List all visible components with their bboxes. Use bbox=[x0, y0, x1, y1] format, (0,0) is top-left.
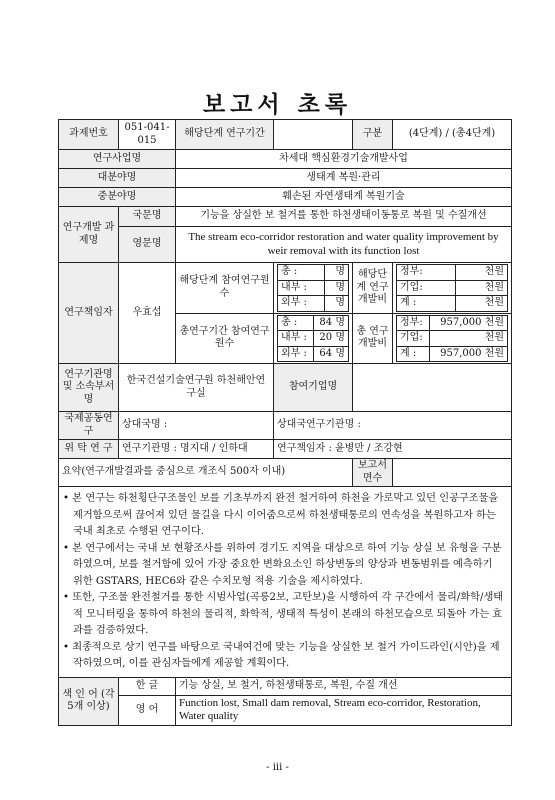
row-intl bbox=[59, 412, 512, 440]
row-institution bbox=[59, 364, 512, 412]
total-cost-gov-value: 957,000 천원 bbox=[429, 315, 507, 331]
cost-gov-key: 정부: bbox=[397, 265, 456, 281]
stage-cost-label: 해당단계 연구개발비 bbox=[353, 263, 393, 314]
row-mid-field bbox=[59, 188, 512, 207]
period-label: 해당단계 연구기간 bbox=[176, 120, 274, 150]
cost-gov-value: 천원 bbox=[455, 265, 507, 281]
total-staff-total-value: 84 명 bbox=[313, 315, 348, 331]
row-program bbox=[59, 150, 512, 169]
total-staff-external-value: 64 명 bbox=[313, 346, 348, 362]
institution-label: 연구기관명 및 소속부서명 bbox=[59, 364, 119, 412]
total-cost-sum-key: 계 : bbox=[397, 346, 430, 362]
big-field-value: 생태계 복원·관리 bbox=[176, 169, 512, 188]
row-keywords-kr bbox=[59, 677, 512, 695]
staff-total-key: 총 : bbox=[278, 265, 325, 281]
mid-field-label: 중분야명 bbox=[59, 188, 176, 207]
stage-staff-label: 해당단계 참여연구원수 bbox=[176, 263, 274, 314]
page-number: - iii - bbox=[266, 762, 289, 773]
project-no-label: 과제번호 bbox=[59, 120, 119, 150]
cost-ent-key: 기업: bbox=[397, 280, 456, 296]
mid-field-value: 훼손된 자연생태계 복원기술 bbox=[176, 188, 512, 207]
stage-label: 구분 bbox=[353, 120, 393, 150]
cost-sum-value: 천원 bbox=[455, 296, 507, 312]
total-staff-internal-value: 20 명 bbox=[313, 331, 348, 347]
intl-label: 국제공동연구 bbox=[59, 412, 119, 440]
stage-cost-values bbox=[393, 263, 512, 314]
total-staff-internal-key: 내부 : bbox=[278, 331, 314, 347]
keywords-en-label: 영 어 bbox=[119, 695, 176, 726]
keywords-en-value: Function lost, Small dam removal, Stream eco-corridor, Restoration, Water quality bbox=[176, 695, 512, 726]
total-cost-ent-value: 천원 bbox=[429, 331, 507, 347]
project-no-value: 051-041-015 bbox=[119, 120, 176, 150]
program-value: 차세대 핵심환경기술개발사업 bbox=[176, 150, 512, 169]
summary-body bbox=[59, 487, 512, 678]
row-title-en bbox=[59, 227, 512, 263]
row-project-info bbox=[59, 120, 512, 150]
commission-lead: 연구책임자 : 윤병만 / 조강현 bbox=[274, 440, 512, 459]
pages-label: 보고서 면수 bbox=[353, 459, 393, 487]
title-kr-value: 기능을 상실한 보 철거를 통한 하천생태이동통로 복원 및 수질개선 bbox=[176, 207, 512, 227]
total-staff-total-key: 총 : bbox=[278, 315, 314, 331]
researcher-name: 우효섭 bbox=[119, 263, 176, 364]
title-en-value: The stream eco-corridor restoration and water quality improvement by weir removal with its function lost bbox=[176, 227, 512, 263]
total-cost-values bbox=[393, 313, 512, 364]
pages-value bbox=[393, 459, 512, 487]
abstract-form bbox=[58, 119, 512, 726]
row-big-field bbox=[59, 169, 512, 188]
researcher-label: 연구책임자 bbox=[59, 263, 119, 364]
cost-sum-key: 계 : bbox=[397, 296, 456, 312]
staff-internal-key: 내부 : bbox=[278, 280, 325, 296]
staff-external-value: 명 bbox=[325, 296, 349, 312]
staff-external-key: 외부 : bbox=[278, 296, 325, 312]
row-title-kr bbox=[59, 207, 512, 227]
total-staff-values bbox=[274, 313, 353, 364]
partner-label: 참여기업명 bbox=[274, 364, 353, 412]
summary-bullet: • 또한, 구조물 완전철거를 통한 시범사업(곡릉2보, 고탄보)을 시행하여 각 구간에서 물리/화학/생태적 모니터링을 통하여 하천의 물리적, 화학적, 생태적 특성이 본래의 하천모습으로 되돌아 가는 효과를 검증하였다. bbox=[63, 592, 504, 637]
project-title-label: 연구개발 과제명 bbox=[59, 207, 119, 263]
keywords-kr-value: 기능 상실, 보 철거, 하천생태통로, 복원, 수질 개선 bbox=[176, 677, 512, 695]
commission-inst: 연구기관명 : 명지대 / 인하대 bbox=[119, 440, 274, 459]
summary-label: 요약(연구개발결과를 중심으로 개조식 500자 이내) bbox=[59, 459, 353, 487]
partner-value bbox=[353, 364, 512, 412]
keywords-kr-label: 한 글 bbox=[119, 677, 176, 695]
program-label: 연구사업명 bbox=[59, 150, 176, 169]
total-cost-gov-key: 정부: bbox=[397, 315, 430, 331]
summary-bullet: • 최종적으로 상기 연구를 바탕으로 국내여건에 맞는 기능을 상실한 보 철거 가이드라인(시안)을 제작하였으며, 이를 관심자들에게 제공할 계획이다. bbox=[63, 641, 500, 670]
page-title: 보고서 초록 bbox=[202, 91, 353, 118]
stage-staff-values bbox=[274, 263, 353, 314]
row-stage-staff bbox=[59, 263, 512, 314]
total-cost-label: 총 연구개발비 bbox=[353, 313, 393, 364]
title-kr-label: 국문명 bbox=[119, 207, 176, 227]
big-field-label: 대분야명 bbox=[59, 169, 176, 188]
total-staff-label: 총연구기간 참여연구원수 bbox=[176, 313, 274, 364]
cost-ent-value: 천원 bbox=[455, 280, 507, 296]
staff-internal-value: 명 bbox=[325, 280, 349, 296]
institution-value: 한국건설기술연구원 하천해안연구실 bbox=[119, 364, 274, 412]
total-cost-sum-value: 957,000 천원 bbox=[429, 346, 507, 362]
intl-institution: 상대국연구기관명 : bbox=[274, 412, 512, 440]
summary-bullet: • 본 연구는 하천횡단구조물인 보를 기초부까지 완전 철거하여 하천을 가로막고 있던 인공구조물을 제거함으로써 끊어져 있던 물길을 다시 이어줌으로써 하천생태통로의 연속성을 복원하고자 하는 국내 최초로 수행된 연구이다. bbox=[63, 493, 499, 538]
total-cost-ent-key: 기업: bbox=[397, 331, 430, 347]
row-keywords-en bbox=[59, 695, 512, 726]
row-summary-header bbox=[59, 459, 512, 487]
keywords-label: 색 인 어 (각 5개 이상) bbox=[59, 677, 119, 726]
period-value bbox=[274, 120, 353, 150]
stage-value: (4단계) / (총4단계) bbox=[393, 120, 512, 150]
commission-label: 위 탁 연 구 bbox=[59, 440, 119, 459]
summary-bullet: • 본 연구에서는 국내 보 현황조사를 위하여 경기도 지역을 대상으로 하여 기능 상실 보 유형을 구분하였으며, 보를 철거함에 있어 가장 중요한 변화요소인 하상변동의 양상과 변동범위를 예측하기 위한 GSTARS, HEC6와 같은 수치모형 적용 기술을 제시하였다. bbox=[63, 542, 502, 587]
row-summary-body bbox=[59, 487, 512, 678]
staff-total-value: 명 bbox=[325, 265, 349, 281]
intl-country: 상대국명 : bbox=[119, 412, 274, 440]
row-commission bbox=[59, 440, 512, 459]
total-staff-external-key: 외부 : bbox=[278, 346, 314, 362]
title-en-label: 영문명 bbox=[119, 227, 176, 263]
